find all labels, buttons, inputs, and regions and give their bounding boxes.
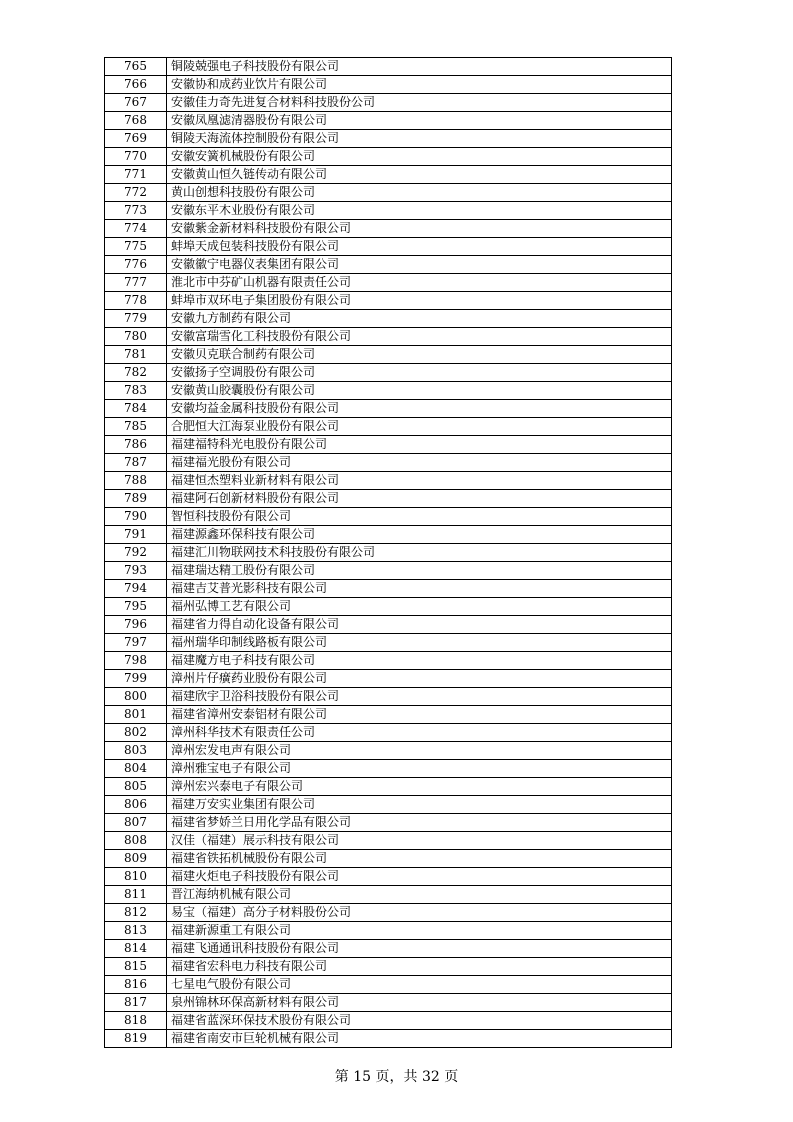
company-name: 泉州锦林环保高新材料有限公司 [167,994,672,1012]
company-name: 福建飞通通讯科技股份有限公司 [167,940,672,958]
table-row [105,148,672,166]
company-name: 安徽均益金属科技股份有限公司 [167,400,672,418]
table-row [105,454,672,472]
table-row [105,796,672,814]
row-number: 798 [105,652,167,670]
table-row [105,202,672,220]
table-row [105,670,672,688]
table-row [105,436,672,454]
row-number: 774 [105,220,167,238]
company-name: 漳州片仔癀药业股份有限公司 [167,670,672,688]
table-row [105,886,672,904]
company-name: 福建省漳州安泰铝材有限公司 [167,706,672,724]
company-name: 安徽凤凰滤清器股份有限公司 [167,112,672,130]
row-number: 794 [105,580,167,598]
row-number: 788 [105,472,167,490]
table-row [105,490,672,508]
table-row [105,544,672,562]
table-row [105,562,672,580]
table-row [105,184,672,202]
page-footer: 第 15 页，共 32 页 [334,1069,459,1085]
company-name: 福建福光股份有限公司 [167,454,672,472]
row-number: 799 [105,670,167,688]
row-number: 784 [105,400,167,418]
company-name: 福州瑞华印制线路板有限公司 [167,634,672,652]
table-row [105,94,672,112]
table-row [105,634,672,652]
company-name: 铜陵天海流体控制股份有限公司 [167,130,672,148]
table-row [105,310,672,328]
company-name: 七星电气股份有限公司 [167,976,672,994]
company-name: 安徽协和成药业饮片有限公司 [167,76,672,94]
company-name: 易宝（福建）高分子材料股份公司 [167,904,672,922]
row-number: 800 [105,688,167,706]
row-number: 765 [105,58,167,76]
row-number: 770 [105,148,167,166]
company-name: 福建恒杰塑料业新材料有限公司 [167,472,672,490]
table-row [105,814,672,832]
company-name: 漳州科华技术有限责任公司 [167,724,672,742]
table-row [105,940,672,958]
table-row [105,328,672,346]
row-number: 793 [105,562,167,580]
company-name: 安徽扬子空调股份有限公司 [167,364,672,382]
company-name: 蚌埠天成包装科技股份有限公司 [167,238,672,256]
row-number: 789 [105,490,167,508]
table-row [105,400,672,418]
company-name: 福建源鑫环保科技有限公司 [167,526,672,544]
company-list-table [104,57,672,1048]
table-row [105,1012,672,1030]
row-number: 797 [105,634,167,652]
company-name: 安徽黄山胶囊股份有限公司 [167,382,672,400]
company-name: 福建阿石创新材料股份有限公司 [167,490,672,508]
company-name: 淮北市中芬矿山机器有限责任公司 [167,274,672,292]
table-row [105,76,672,94]
row-number: 786 [105,436,167,454]
table-row [105,418,672,436]
table-row [105,760,672,778]
company-name: 安徽紫金新材料科技股份有限公司 [167,220,672,238]
table-row [105,580,672,598]
row-number: 817 [105,994,167,1012]
company-name: 安徽东平木业股份有限公司 [167,202,672,220]
company-name: 蚌埠市双环电子集团股份有限公司 [167,292,672,310]
row-number: 803 [105,742,167,760]
row-number: 781 [105,346,167,364]
table-row [105,346,672,364]
table-row [105,832,672,850]
row-number: 787 [105,454,167,472]
table-row [105,112,672,130]
table-row [105,994,672,1012]
company-name: 安徽贝克联合制药有限公司 [167,346,672,364]
company-name: 安徽安簧机械股份有限公司 [167,148,672,166]
table-row [105,778,672,796]
table-row [105,688,672,706]
row-number: 811 [105,886,167,904]
table-row [105,526,672,544]
table-row [105,922,672,940]
row-number: 815 [105,958,167,976]
row-number: 791 [105,526,167,544]
row-number: 768 [105,112,167,130]
company-name: 福建新源重工有限公司 [167,922,672,940]
table-row [105,706,672,724]
row-number: 804 [105,760,167,778]
company-name: 福建省宏科电力科技有限公司 [167,958,672,976]
row-number: 785 [105,418,167,436]
table-row [105,742,672,760]
company-name: 漳州宏兴泰电子有限公司 [167,778,672,796]
table-row [105,850,672,868]
company-name: 汉佳（福建）展示科技有限公司 [167,832,672,850]
table-row [105,976,672,994]
table-row [105,166,672,184]
row-number: 778 [105,292,167,310]
company-name: 福建魔方电子科技有限公司 [167,652,672,670]
table-row [105,652,672,670]
row-number: 810 [105,868,167,886]
company-name: 安徽徽宁电器仪表集团有限公司 [167,256,672,274]
row-number: 795 [105,598,167,616]
row-number: 796 [105,616,167,634]
table-row [105,598,672,616]
company-name: 福建省铁拓机械股份有限公司 [167,850,672,868]
company-name: 福建万安实业集团有限公司 [167,796,672,814]
row-number: 790 [105,508,167,526]
company-name: 安徽黄山恒久链传动有限公司 [167,166,672,184]
company-name: 福州弘博工艺有限公司 [167,598,672,616]
company-name: 智恒科技股份有限公司 [167,508,672,526]
company-name: 福建欣宇卫浴科技股份有限公司 [167,688,672,706]
company-name: 福建省蓝深环保技术股份有限公司 [167,1012,672,1030]
table-row [105,868,672,886]
row-number: 782 [105,364,167,382]
table-row [105,958,672,976]
table-row [105,364,672,382]
company-name: 铜陵兢强电子科技股份有限公司 [167,58,672,76]
company-name: 合肥恒大江海泵业股份有限公司 [167,418,672,436]
row-number: 777 [105,274,167,292]
table-row [105,220,672,238]
company-name: 福建省梦娇兰日用化学品有限公司 [167,814,672,832]
row-number: 813 [105,922,167,940]
company-list-body [105,58,672,1048]
row-number: 767 [105,94,167,112]
table-row [105,382,672,400]
company-name: 安徽九方制药有限公司 [167,310,672,328]
table-row [105,292,672,310]
company-name: 漳州宏发电声有限公司 [167,742,672,760]
row-number: 783 [105,382,167,400]
company-name: 福建瑞达精工股份有限公司 [167,562,672,580]
row-number: 780 [105,328,167,346]
row-number: 776 [105,256,167,274]
table-row [105,58,672,76]
row-number: 819 [105,1030,167,1048]
company-name: 福建省力得自动化设备有限公司 [167,616,672,634]
table-row [105,256,672,274]
row-number: 816 [105,976,167,994]
row-number: 805 [105,778,167,796]
row-number: 801 [105,706,167,724]
row-number: 807 [105,814,167,832]
row-number: 806 [105,796,167,814]
company-name: 安徽佳力奇先进复合材料科技股份公司 [167,94,672,112]
table-row [105,238,672,256]
row-number: 808 [105,832,167,850]
row-number: 809 [105,850,167,868]
company-name: 福建火炬电子科技股份有限公司 [167,868,672,886]
company-name: 安徽富瑞雪化工科技股份有限公司 [167,328,672,346]
row-number: 814 [105,940,167,958]
table-row [105,724,672,742]
row-number: 802 [105,724,167,742]
company-name: 福建吉艾普光影科技有限公司 [167,580,672,598]
company-name: 漳州雅宝电子有限公司 [167,760,672,778]
company-name: 晋江海纳机械有限公司 [167,886,672,904]
row-number: 818 [105,1012,167,1030]
table-row [105,130,672,148]
row-number: 775 [105,238,167,256]
company-name: 福建福特科光电股份有限公司 [167,436,672,454]
row-number: 771 [105,166,167,184]
table-row [105,274,672,292]
row-number: 772 [105,184,167,202]
company-name: 福建省南安市巨轮机械有限公司 [167,1030,672,1048]
row-number: 812 [105,904,167,922]
row-number: 766 [105,76,167,94]
company-name: 黄山创想科技股份有限公司 [167,184,672,202]
table-row [105,1030,672,1048]
table-row [105,472,672,490]
table-row [105,904,672,922]
row-number: 792 [105,544,167,562]
row-number: 779 [105,310,167,328]
company-name: 福建汇川物联网技术科技股份有限公司 [167,544,672,562]
row-number: 769 [105,130,167,148]
row-number: 773 [105,202,167,220]
table-row [105,508,672,526]
table-row [105,616,672,634]
